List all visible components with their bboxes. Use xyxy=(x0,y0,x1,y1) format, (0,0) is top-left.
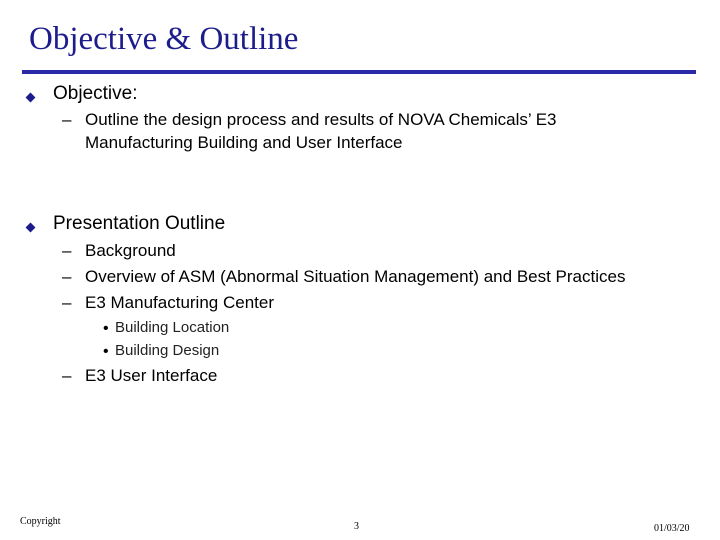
bullet-diamond-icon xyxy=(26,223,36,233)
dash-bullet: – xyxy=(62,366,72,385)
footer-copyright: Copyright xyxy=(20,516,61,527)
outline-heading: Presentation Outline xyxy=(53,213,226,234)
objective-line-2: Manufacturing Building and User Interface xyxy=(85,133,403,152)
outline-subitem-building-location: Building Location xyxy=(115,319,230,336)
bullet-diamond-icon xyxy=(26,93,36,103)
outline-item-user-interface: E3 User Interface xyxy=(85,366,218,385)
dot-bullet: • xyxy=(103,343,109,360)
dash-bullet: – xyxy=(62,110,72,129)
dash-bullet: – xyxy=(62,293,72,312)
outline-subitem-building-design: Building Design xyxy=(115,342,220,359)
outline-item-background: Background xyxy=(85,241,176,260)
objective-heading: Objective: xyxy=(53,83,138,104)
outline-item-asm: Overview of ASM (Abnormal Situation Management) and Best Practices xyxy=(85,267,626,286)
footer-page-number: 3 xyxy=(354,521,359,532)
dash-bullet: – xyxy=(62,267,72,286)
outline-item-manufacturing-center: E3 Manufacturing Center xyxy=(85,293,274,312)
footer-date: 01/03/20 xyxy=(654,523,690,534)
slide-title: Objective & Outline xyxy=(29,21,299,57)
dash-bullet: – xyxy=(62,241,72,260)
title-underline xyxy=(22,70,696,74)
dot-bullet: • xyxy=(103,320,109,337)
objective-line-1: Outline the design process and results of NOVA Chemicals’ E3 xyxy=(85,110,557,129)
